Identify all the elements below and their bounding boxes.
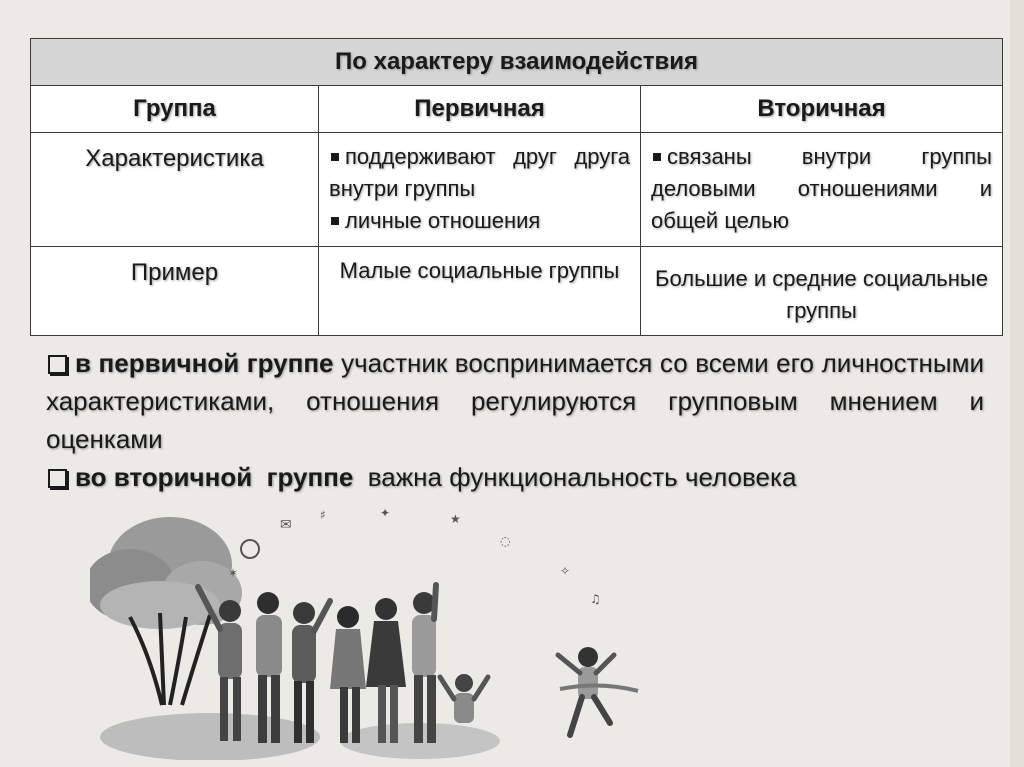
primary-characteristics: [319, 133, 641, 247]
row-label-characteristic: Характеристика: [31, 133, 319, 247]
svg-text:✦: ✦: [380, 506, 391, 520]
table-row-characteristic: [31, 133, 1003, 247]
list-item-text: личные отношения: [345, 208, 541, 233]
note-text: участник воспринимается со всеми его личностными характеристиками, отношения регулируются групповым мнением и оценками: [46, 348, 984, 454]
note-primary: [46, 344, 984, 458]
slide-edge: [1010, 0, 1024, 767]
list-item: [329, 141, 630, 205]
running-child-icon: [558, 647, 638, 735]
comparison-table: [30, 38, 1003, 336]
checkbox-icon: [48, 469, 67, 488]
table-title-row: [31, 39, 1003, 86]
svg-text:✧: ✧: [560, 564, 571, 578]
bullet-square-icon: [653, 153, 661, 161]
svg-text:♫: ♫: [590, 592, 601, 606]
bullet-square-icon: [331, 217, 339, 225]
table-title: По характеру взаимодействия: [31, 39, 1003, 86]
primary-example: Малые социальные группы: [319, 247, 641, 336]
svg-text:◌: ◌: [500, 534, 511, 548]
svg-text:♯: ♯: [320, 508, 326, 522]
table-header-row: [31, 86, 1003, 133]
table-row-example: [31, 247, 1003, 336]
svg-text:✶: ✶: [228, 566, 239, 580]
bullet-square-icon: [331, 153, 339, 161]
note-secondary: [46, 458, 984, 496]
list-item: [651, 141, 992, 237]
note-bold-term: во вторичной группе: [75, 462, 354, 492]
header-primary: Первичная: [319, 86, 641, 133]
svg-text:★: ★: [450, 512, 461, 526]
svg-text:✉: ✉: [280, 517, 292, 533]
checkbox-icon: [48, 355, 67, 374]
header-secondary: Вторичная: [641, 86, 1003, 133]
notes-block: [46, 344, 984, 496]
doodles-icon: [228, 506, 601, 606]
list-item-text: поддерживают друг друга внутри группы: [329, 144, 630, 201]
secondary-example: Большие и средние социальные группы: [641, 247, 1003, 336]
list-item-text: связаны внутри группы деловыми отношениями и общей целью: [651, 144, 992, 233]
note-text: важна функциональность человека: [353, 462, 797, 492]
note-bold-term: в первичной группе: [75, 348, 334, 378]
people-celebrating-illustration: [90, 505, 650, 760]
row-label-example: Пример: [31, 247, 319, 336]
header-group: Группа: [31, 86, 319, 133]
secondary-characteristics: [641, 133, 1003, 247]
list-item: [329, 205, 630, 237]
